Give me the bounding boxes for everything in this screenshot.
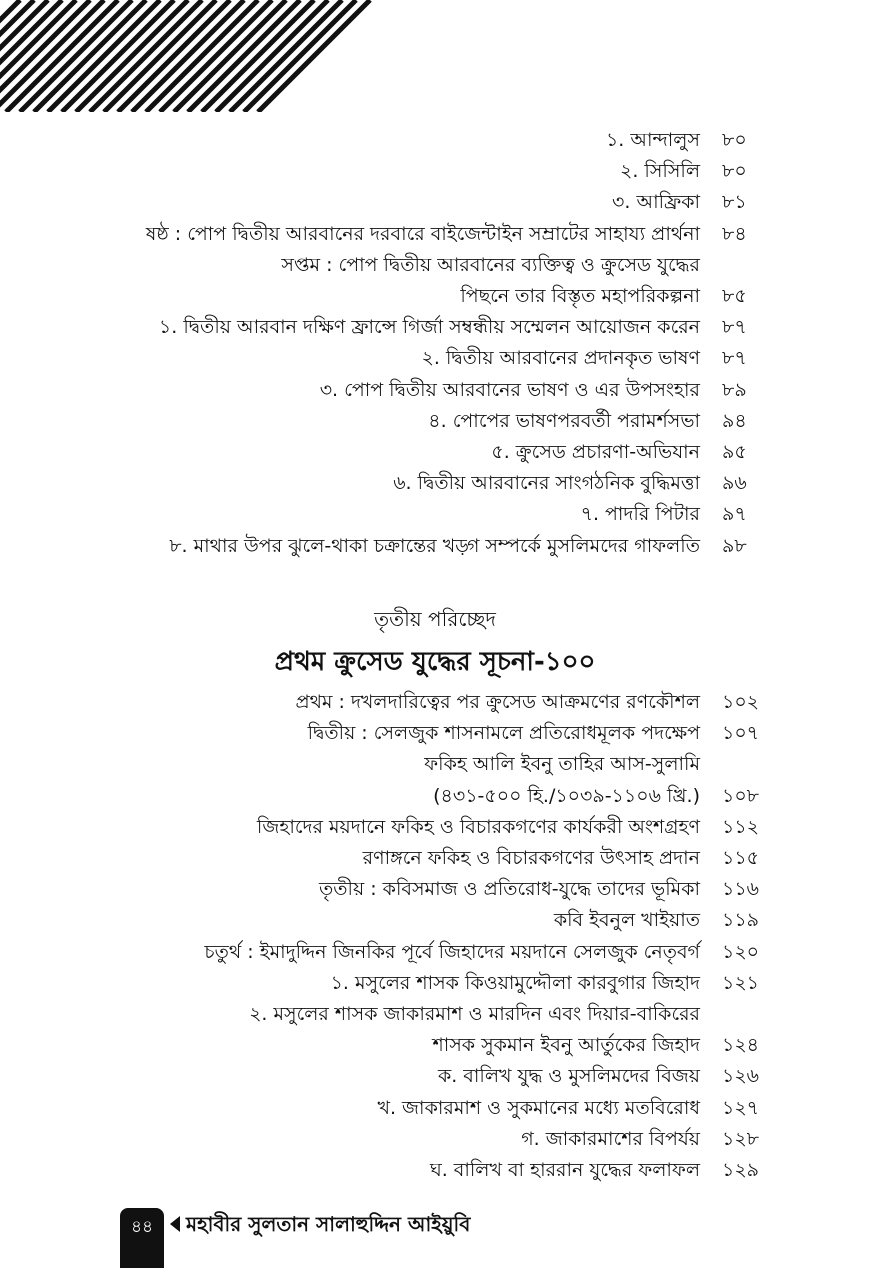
toc-entry-title: রণাঙ্গনে ফকিহ ও বিচারকগণের উৎসাহ প্রদান [362,847,700,869]
toc-entry-title: ৩. আফ্রিকা [612,191,700,214]
toc-entry-title: গ. জাকারমাশের বিপর্যয় [521,1127,700,1150]
toc-entry-page: ৮৯ [722,378,747,401]
toc-entry-page: ১০৭ [722,722,760,745]
toc-entry-page: ১২৬ [722,1065,760,1088]
toc-entry-page: ৯৫ [722,441,747,463]
toc-entry-title: ৫. ক্রুসেড প্রচারণা-অভিযান [491,441,700,463]
toc-entry-title: ২. দ্বিতীয় আরবানের প্রদানকৃত ভাষণ [421,347,700,370]
toc-entry-title: দ্বিতীয় : সেলজুক শাসনামলে প্রতিরোধমূলক পদক্ষেপ [307,722,700,745]
toc-entry-page: ৯৭ [722,503,747,526]
chapter-label: তৃতীয় পরিচ্ছেদ [374,607,496,631]
toc-entry-page: ১২১ [722,971,760,994]
toc-entry-title: চতুর্থ : ইমাদুদ্দিন জিনকির পূর্বে জিহাদের ময়দানে সেলজুক নেতৃবর্গ [204,940,700,963]
toc-entry-page: ১১২ [722,815,760,838]
toc-entry-title: ঘ. বালিখ বা হাররান যুদ্ধের ফলাফল [429,1159,700,1181]
toc-entry-title: ২. মসুলের শাসক জাকারমাশ ও মারদিন এবং দিয়ার-বাকিরের [249,1003,700,1025]
footer-book-title: মহাবীর সুলতান সালাহুদ্দিন আইয়ুবি [186,1212,471,1236]
toc-entry-title: ৩. পোপ দ্বিতীয় আরবানের ভাষণ ও এর উপসংহার [319,378,700,401]
toc-entry-title: ১. দ্বিতীয় আরবান দক্ষিণ ফ্রান্সে গির্জা সম্বন্ধীয় সম্মেলন আয়োজন করেন [158,316,700,339]
toc-entry-title: খ. জাকারমাশ ও সুকমানের মধ্যে মতবিরোধ [377,1096,700,1119]
toc-entry-page: ১২০ [722,940,760,963]
toc-entry-title: (৪৩১-৫০০ হি./১০৩৯-১১০৬ খ্রি.) [433,784,700,807]
footer-page-number: ৪৪ [120,1208,164,1268]
toc-entry-title: ১. মসুলের শাসক কিওয়ামুদ্দৌলা কারবুগার জিহাদ [330,971,700,994]
toc-entry-page: ১১৫ [722,847,759,869]
toc-entry-page: ৮০ [722,129,747,151]
toc-entry-page: ১১৬ [722,878,760,901]
toc-entry-title: সপ্তম : পোপ দ্বিতীয় আরবানের ব্যক্তিত্ব ও ক্রুসেড যুদ্ধের [281,253,700,276]
toc-entry-page: ৯৬ [722,472,747,495]
toc-entry-title: ২. সিসিলি [620,160,700,183]
toc-entry-page: ১০২ [722,691,760,713]
toc-entry-title: শাসক সুকমান ইবনু আর্তুকের জিহাদ [432,1034,700,1057]
toc-entry-page: ৮০ [722,160,747,183]
footer-arrow-icon [170,1216,180,1232]
toc-entry-title: ১. আন্দালুস [605,129,700,151]
toc-entry-title: জিহাদের ময়দানে ফকিহ ও বিচারকগণের কার্যকরী অংশগ্রহণ [256,815,700,838]
toc-entry-title: ৭. পাদরি পিটার [580,503,700,526]
toc-entry-title: ৬. দ্বিতীয় আরবানের সাংগঠনিক বুদ্ধিমত্তা [393,472,700,495]
toc-entry-page: ১২৮ [722,1127,760,1150]
toc-entry-title: প্রথম : দখলদারিত্বের পর ক্রুসেড আক্রমণের রণকৌশল [295,691,700,713]
toc-entry-page: ১২৯ [722,1159,760,1181]
toc-entry-title: পিছনে তার বিস্তৃত মহাপরিকল্পনা [460,285,700,307]
toc-entry-page: ৮৭ [722,347,747,370]
toc-entry-title: ফকিহ আলি ইবনু তাহির আস-সুলামি [424,753,700,776]
toc-entry-title: কবি ইবনুল খাইয়াত [553,909,700,932]
toc-entry-page: ১০৮ [722,784,760,807]
toc-entry-page: ৮৭ [722,316,747,339]
toc-entry-title: তৃতীয় : কবিসমাজ ও প্রতিরোধ-যুদ্ধে তাদের ভূমিকা [319,878,700,901]
toc-entry-page: ৯৮ [722,534,747,557]
toc-entry-page: ১১৯ [722,909,759,932]
toc-entry-page: ১২৭ [722,1096,760,1119]
toc-entry-page: ৮১ [722,191,747,214]
toc-entry-page: ৮৫ [722,285,747,307]
toc-entry-page: ৯৪ [722,409,747,432]
toc-entry-title: ক. বালিখ যুদ্ধ ও মুসলিমদের বিজয় [437,1065,700,1088]
toc-entry-title: ৪. পোপের ভাষণপরবর্তী পরামর্শসভা [428,409,700,432]
toc-entry-page: ১২৪ [722,1034,760,1057]
toc-entry-page: ৮৪ [722,222,747,245]
toc-entry-title: ষষ্ঠ : পোপ দ্বিতীয় আরবানের দরবারে বাইজেন্টাইন সম্রাটের সাহায্য প্রার্থনা [145,222,700,245]
chapter-title: প্রথম ক্রুসেড যুদ্ধের সূচনা-১০০ [274,647,596,677]
corner-stripes-decoration [0,0,380,112]
toc-entry-title: ৮. মাথার উপর ঝুলে-থাকা চক্রান্তের খড়্গ সম্পর্কে মুসলিমদের গাফলতি [169,534,700,557]
